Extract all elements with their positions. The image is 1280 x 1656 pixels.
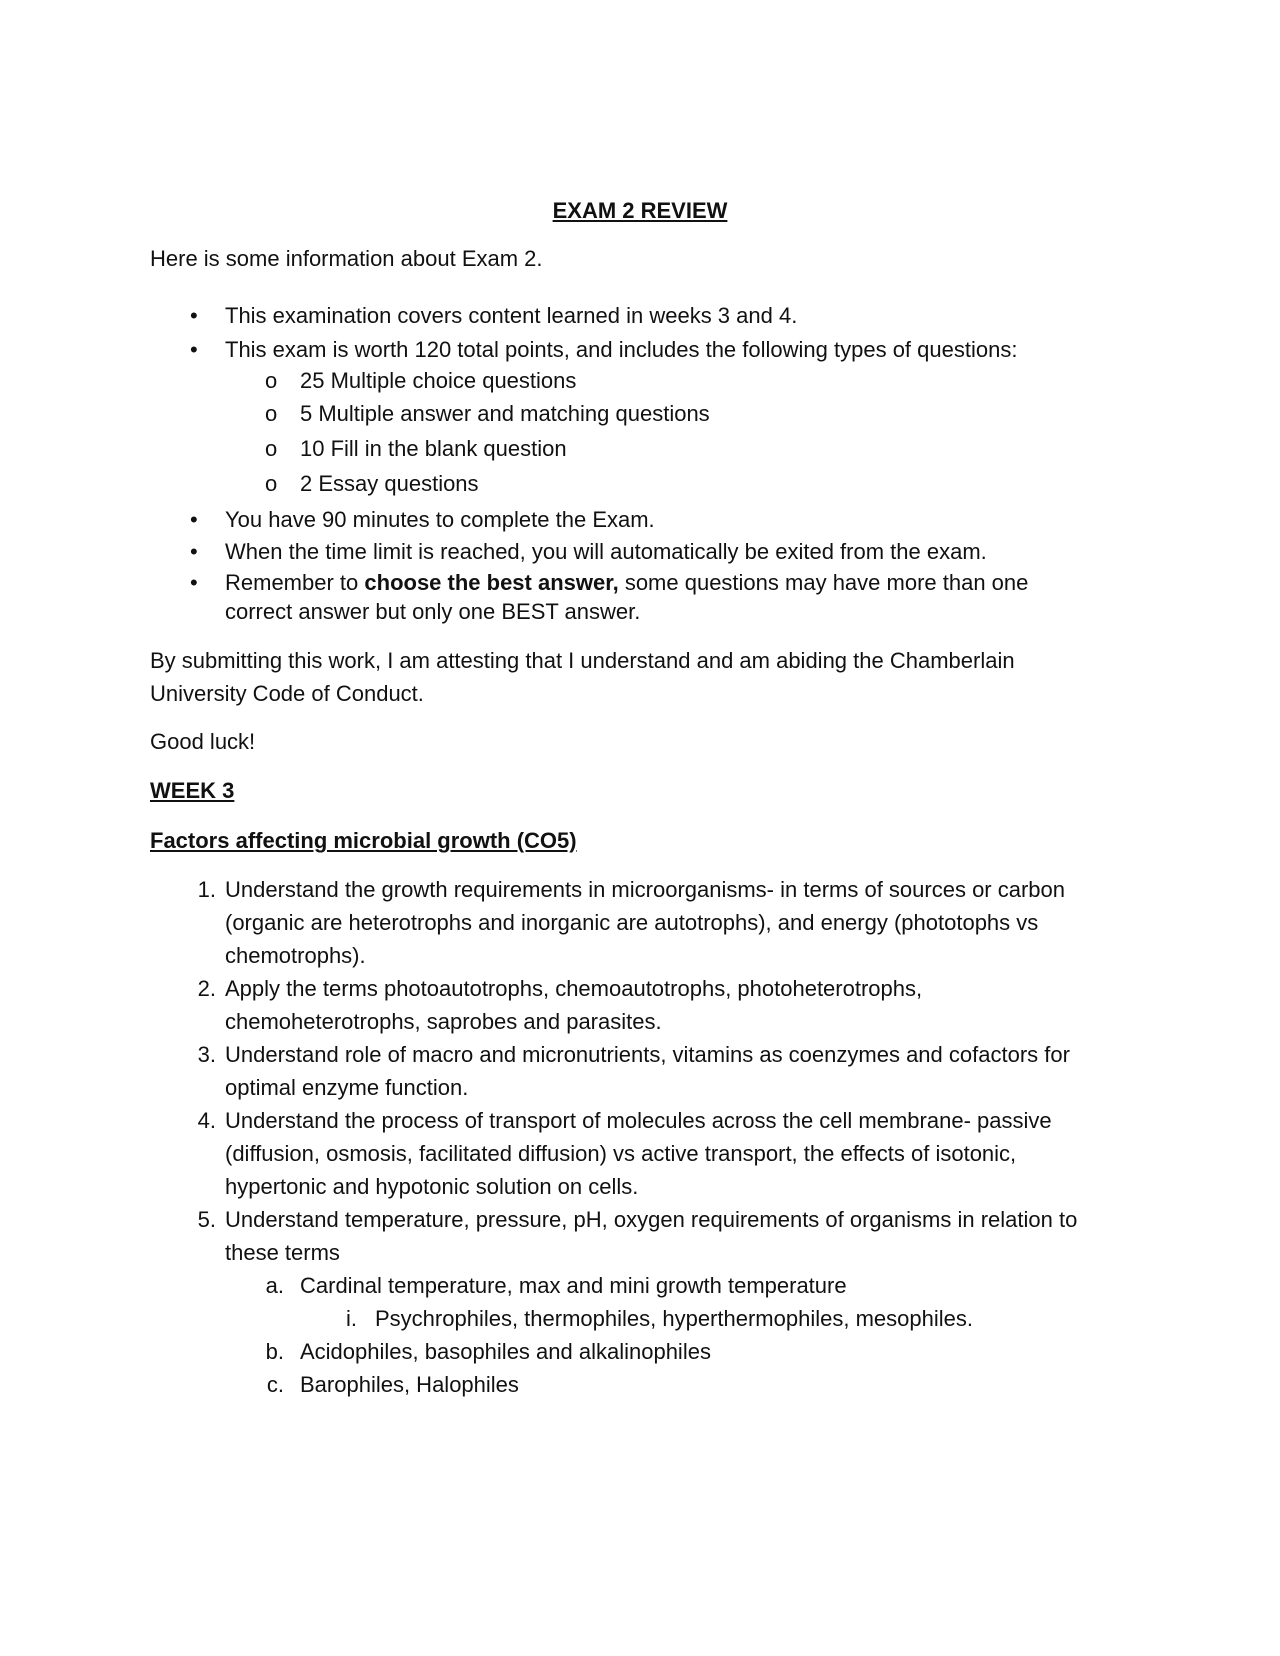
bullet-marker: • bbox=[190, 507, 198, 532]
question-type-item: 2 Essay questions bbox=[300, 471, 479, 496]
bullet-marker: • bbox=[190, 337, 198, 362]
sub-list-item: Barophiles, Halophiles bbox=[300, 1372, 519, 1397]
list-item: Understand role of macro and micronutrients, vitamins as coenzymes and cofactors for optimal enzyme function. bbox=[225, 1042, 1070, 1100]
list-number: 3. bbox=[197, 1042, 216, 1067]
list-number: 2. bbox=[197, 976, 216, 1001]
sub-list-letter: c. bbox=[266, 1372, 284, 1397]
bullet-marker: • bbox=[190, 303, 198, 328]
roman-list-number: i. bbox=[346, 1306, 357, 1331]
sub-bullet-marker: o bbox=[265, 471, 278, 496]
best-answer-post: some questions may have more than one correct answer but only one BEST answer. bbox=[225, 570, 1029, 624]
sub-list-letter: a. bbox=[265, 1273, 284, 1298]
page-title: EXAM 2 REVIEW bbox=[552, 198, 728, 223]
bullet-item-points: This exam is worth 120 total points, and includes the following types of questions: bbox=[225, 337, 1018, 362]
list-item: Understand the process of transport of molecules across the cell membrane- passive (diffusion, osmosis, facilitated diffusion) vs active transport, the effects of isotonic, hypertonic and hypotonic solution on cells. bbox=[225, 1108, 1052, 1199]
sub-bullet-marker: o bbox=[265, 368, 278, 393]
week-heading: WEEK 3 bbox=[150, 778, 235, 803]
question-type-item: 25 Multiple choice questions bbox=[300, 368, 577, 393]
best-answer-pre: Remember to bbox=[225, 570, 365, 595]
roman-list-item: Psychrophiles, thermophiles, hyperthermophiles, mesophiles. bbox=[375, 1306, 973, 1331]
sub-bullet-marker: o bbox=[265, 401, 278, 426]
bullet-item-time: You have 90 minutes to complete the Exam. bbox=[225, 507, 655, 532]
list-item: Understand temperature, pressure, pH, oxygen requirements of organisms in relation to these terms bbox=[225, 1207, 1078, 1265]
bullet-item-coverage: This examination covers content learned in weeks 3 and 4. bbox=[225, 303, 798, 328]
section-heading: Factors affecting microbial growth (CO5) bbox=[150, 828, 577, 853]
attestation-paragraph: By submitting this work, I am attesting that I understand and am abiding the Chamberlain University Code of Conduct. bbox=[150, 648, 1015, 706]
sub-list-item: Acidophiles, basophiles and alkalinophiles bbox=[300, 1339, 711, 1364]
question-type-item: 10 Fill in the blank question bbox=[300, 436, 567, 461]
question-type-item: 5 Multiple answer and matching questions bbox=[300, 401, 710, 426]
best-answer-bold: choose the best answer, bbox=[364, 570, 619, 595]
list-number: 4. bbox=[197, 1108, 216, 1133]
good-luck-text: Good luck! bbox=[150, 729, 256, 754]
bullet-item-time-limit: When the time limit is reached, you will automatically be exited from the exam. bbox=[225, 539, 987, 564]
list-item: Apply the terms photoautotrophs, chemoautotrophs, photoheterotrophs, chemoheterotrophs, saprobes and parasites. bbox=[225, 976, 923, 1034]
sub-list-item: Cardinal temperature, max and mini growth temperature bbox=[300, 1273, 847, 1298]
bullet-marker: • bbox=[190, 570, 198, 595]
sub-bullet-marker: o bbox=[265, 436, 278, 461]
list-number: 1. bbox=[197, 877, 216, 902]
intro-paragraph: Here is some information about Exam 2. bbox=[150, 246, 543, 271]
sub-list-letter: b. bbox=[265, 1339, 284, 1364]
bullet-item-best-answer bbox=[225, 568, 1075, 626]
list-number: 5. bbox=[197, 1207, 216, 1232]
bullet-marker: • bbox=[190, 539, 198, 564]
list-item: Understand the growth requirements in microorganisms- in terms of sources or carbon (organic are heterotrophs and inorganic are autotrophs), and energy (phototophs vs chemotrophs). bbox=[225, 877, 1066, 968]
